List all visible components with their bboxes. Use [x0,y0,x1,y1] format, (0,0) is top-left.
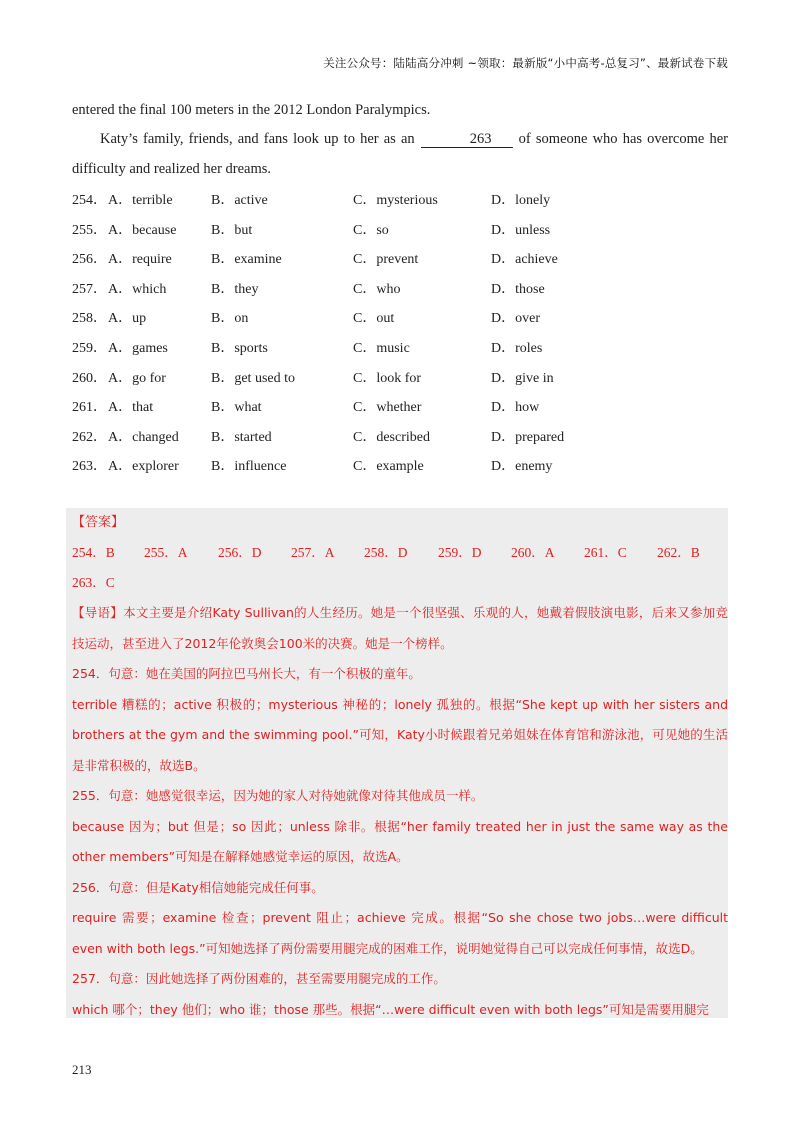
option-d: D．give in [491,370,554,386]
option-d: D．enemy [491,459,553,475]
option-d: D．prepared [491,429,565,445]
explanation-paragraph: require 需要；examine 检查；prevent 阻止；achieve 完成。根据“So she chose two jobs…were difficult even with both legs.”可知她选择了两份需要用腿完成的困难工作，说明她觉得自己可以完成任何事情，故选D。 [72,910,728,956]
question-number: 258． [72,311,107,327]
answer-title: 【答案】 [72,515,125,530]
explanation-paragraph: 256．句意：但是Katy相信她能完成任何事。 [72,879,324,895]
question-row [72,183,728,213]
question-number: 256． [72,252,107,268]
question-row [72,213,728,243]
question-number: 255． [72,222,107,238]
question-row [72,331,728,361]
answer-key-row-1 [72,538,728,568]
option-a: A．terrible [108,193,173,208]
option-d: D．unless [491,222,551,238]
option-b: B．on [211,311,249,327]
option-b: B．what [211,400,262,416]
option-c: C．example [353,459,424,475]
option-d: D．those [491,281,545,297]
option-c: C．out [353,311,395,327]
option-b: B．active [211,193,268,208]
blank-263: 263 [421,131,513,148]
option-c: C．whether [353,400,422,416]
option-b: B．started [211,429,272,445]
explanation-paragraph: 254．句意：她在美国的阿拉巴马州长大，有一个积极的童年。 [72,666,421,681]
explanation-paragraph: 255．句意：她感觉很幸运，因为她的家人对待她就像对待其他成员一样。 [72,788,484,803]
passage-line-2 [72,124,728,184]
answer-key-item: 262．B [657,545,700,560]
question-number: 254． [72,193,107,208]
option-a: A．games [108,340,168,356]
question-row [72,242,728,272]
option-d: D．over [491,311,540,327]
answer-key-item: 260．A [511,545,555,560]
answer-key-item: 254．B [72,545,115,560]
question-row [72,390,728,420]
question-row [72,272,728,302]
explanation-paragraph: 257．句意：因此她选择了两份困难的，甚至需要用腿完成的工作。 [72,971,446,986]
option-c: C．who [353,281,401,297]
option-d: D．how [491,400,540,416]
option-b: B．but [211,222,253,238]
explanation-paragraph: which 哪个；they 他们；who 谁；those 那些。根据“…were difficult even with both legs”可知是需要用腿完 [72,1001,709,1017]
option-a: A．because [108,222,177,238]
question-row [72,301,728,331]
question-row [72,449,728,479]
answer-key-item: 255．A [144,545,188,560]
option-c: C．look for [353,370,422,386]
option-b: B．sports [211,340,268,356]
option-b: B．influence [211,459,287,475]
question-number: 260． [72,370,107,386]
question-number: 259． [72,340,107,356]
answer-key-item: 256．D [218,545,262,560]
answer-key-item: 261．C [584,545,627,560]
explanation-paragraph: 【导语】本文主要是介绍Katy Sullivan的人生经历。她是一个很坚强、乐观的人，她戴着假肢演电影，后来又参加竞技运动，甚至进入了2012年伦敦奥会100米的决赛。她是一个榜样。 [72,605,728,651]
passage-line-1: entered the final 100 meters in the 2012 London Paralympics. [72,102,431,118]
passage-text-before: Katy’s family, friends, and fans look up to her as an [100,131,415,147]
explanation-paragraph: because 因为；but 但是；so 因此；unless 除非。根据“her family treated her in just the same way as the other members”可知是在解释她感觉幸运的原因，故选A。 [72,818,728,864]
option-c: C．described [353,429,430,445]
question-number: 262． [72,429,107,445]
option-a: A．explorer [108,459,179,475]
option-d: D．roles [491,340,543,356]
option-b: B．examine [211,252,282,268]
option-a: A．require [108,252,172,268]
option-c: C．music [353,340,410,356]
question-row [72,420,728,450]
option-a: A．changed [108,429,179,445]
page-number: 213 [72,1062,92,1077]
option-d: D．lonely [491,193,551,208]
answer-key-item: 259．D [438,545,482,560]
answer-key-item: 257．A [291,545,335,560]
question-number: 261． [72,400,107,416]
answer-key-item: 263．C [72,575,115,590]
option-c: C．prevent [353,252,419,268]
question-number: 263． [72,459,107,475]
option-b: B．get used to [211,370,295,386]
explanation-block [72,598,728,1025]
passage-text-after: of someone who has overcome her difficulty and realized her dreams. [72,131,728,177]
option-a: A．go for [108,370,166,386]
answer-key-item: 258．D [364,545,408,560]
option-c: C．so [353,222,389,238]
option-a: A．which [108,281,167,297]
question-options [72,183,728,479]
option-a: A．up [108,311,147,327]
page-header: 关注公众号：陆陆高分冲刺 ~领取：最新版“小中高考-总复习”、最新试卷下载 [323,56,728,70]
question-number: 257． [72,281,107,297]
question-row [72,361,728,391]
option-c: C．mysterious [353,193,438,208]
answer-key-row-2 [72,568,728,598]
option-d: D．achieve [491,252,558,268]
option-b: B．they [211,281,259,297]
explanation-paragraph: terrible 糟糕的；active 积极的；mysterious 神秘的；lonely 孤独的。根据“She kept up with her sisters and brothers at the gym and the swimming pool.”可知，Katy小时候跟着兄弟姐妹在体育馆和游泳池，可见她的生活是非常积极的，故选B。 [72,696,728,773]
option-a: A．that [108,400,154,416]
